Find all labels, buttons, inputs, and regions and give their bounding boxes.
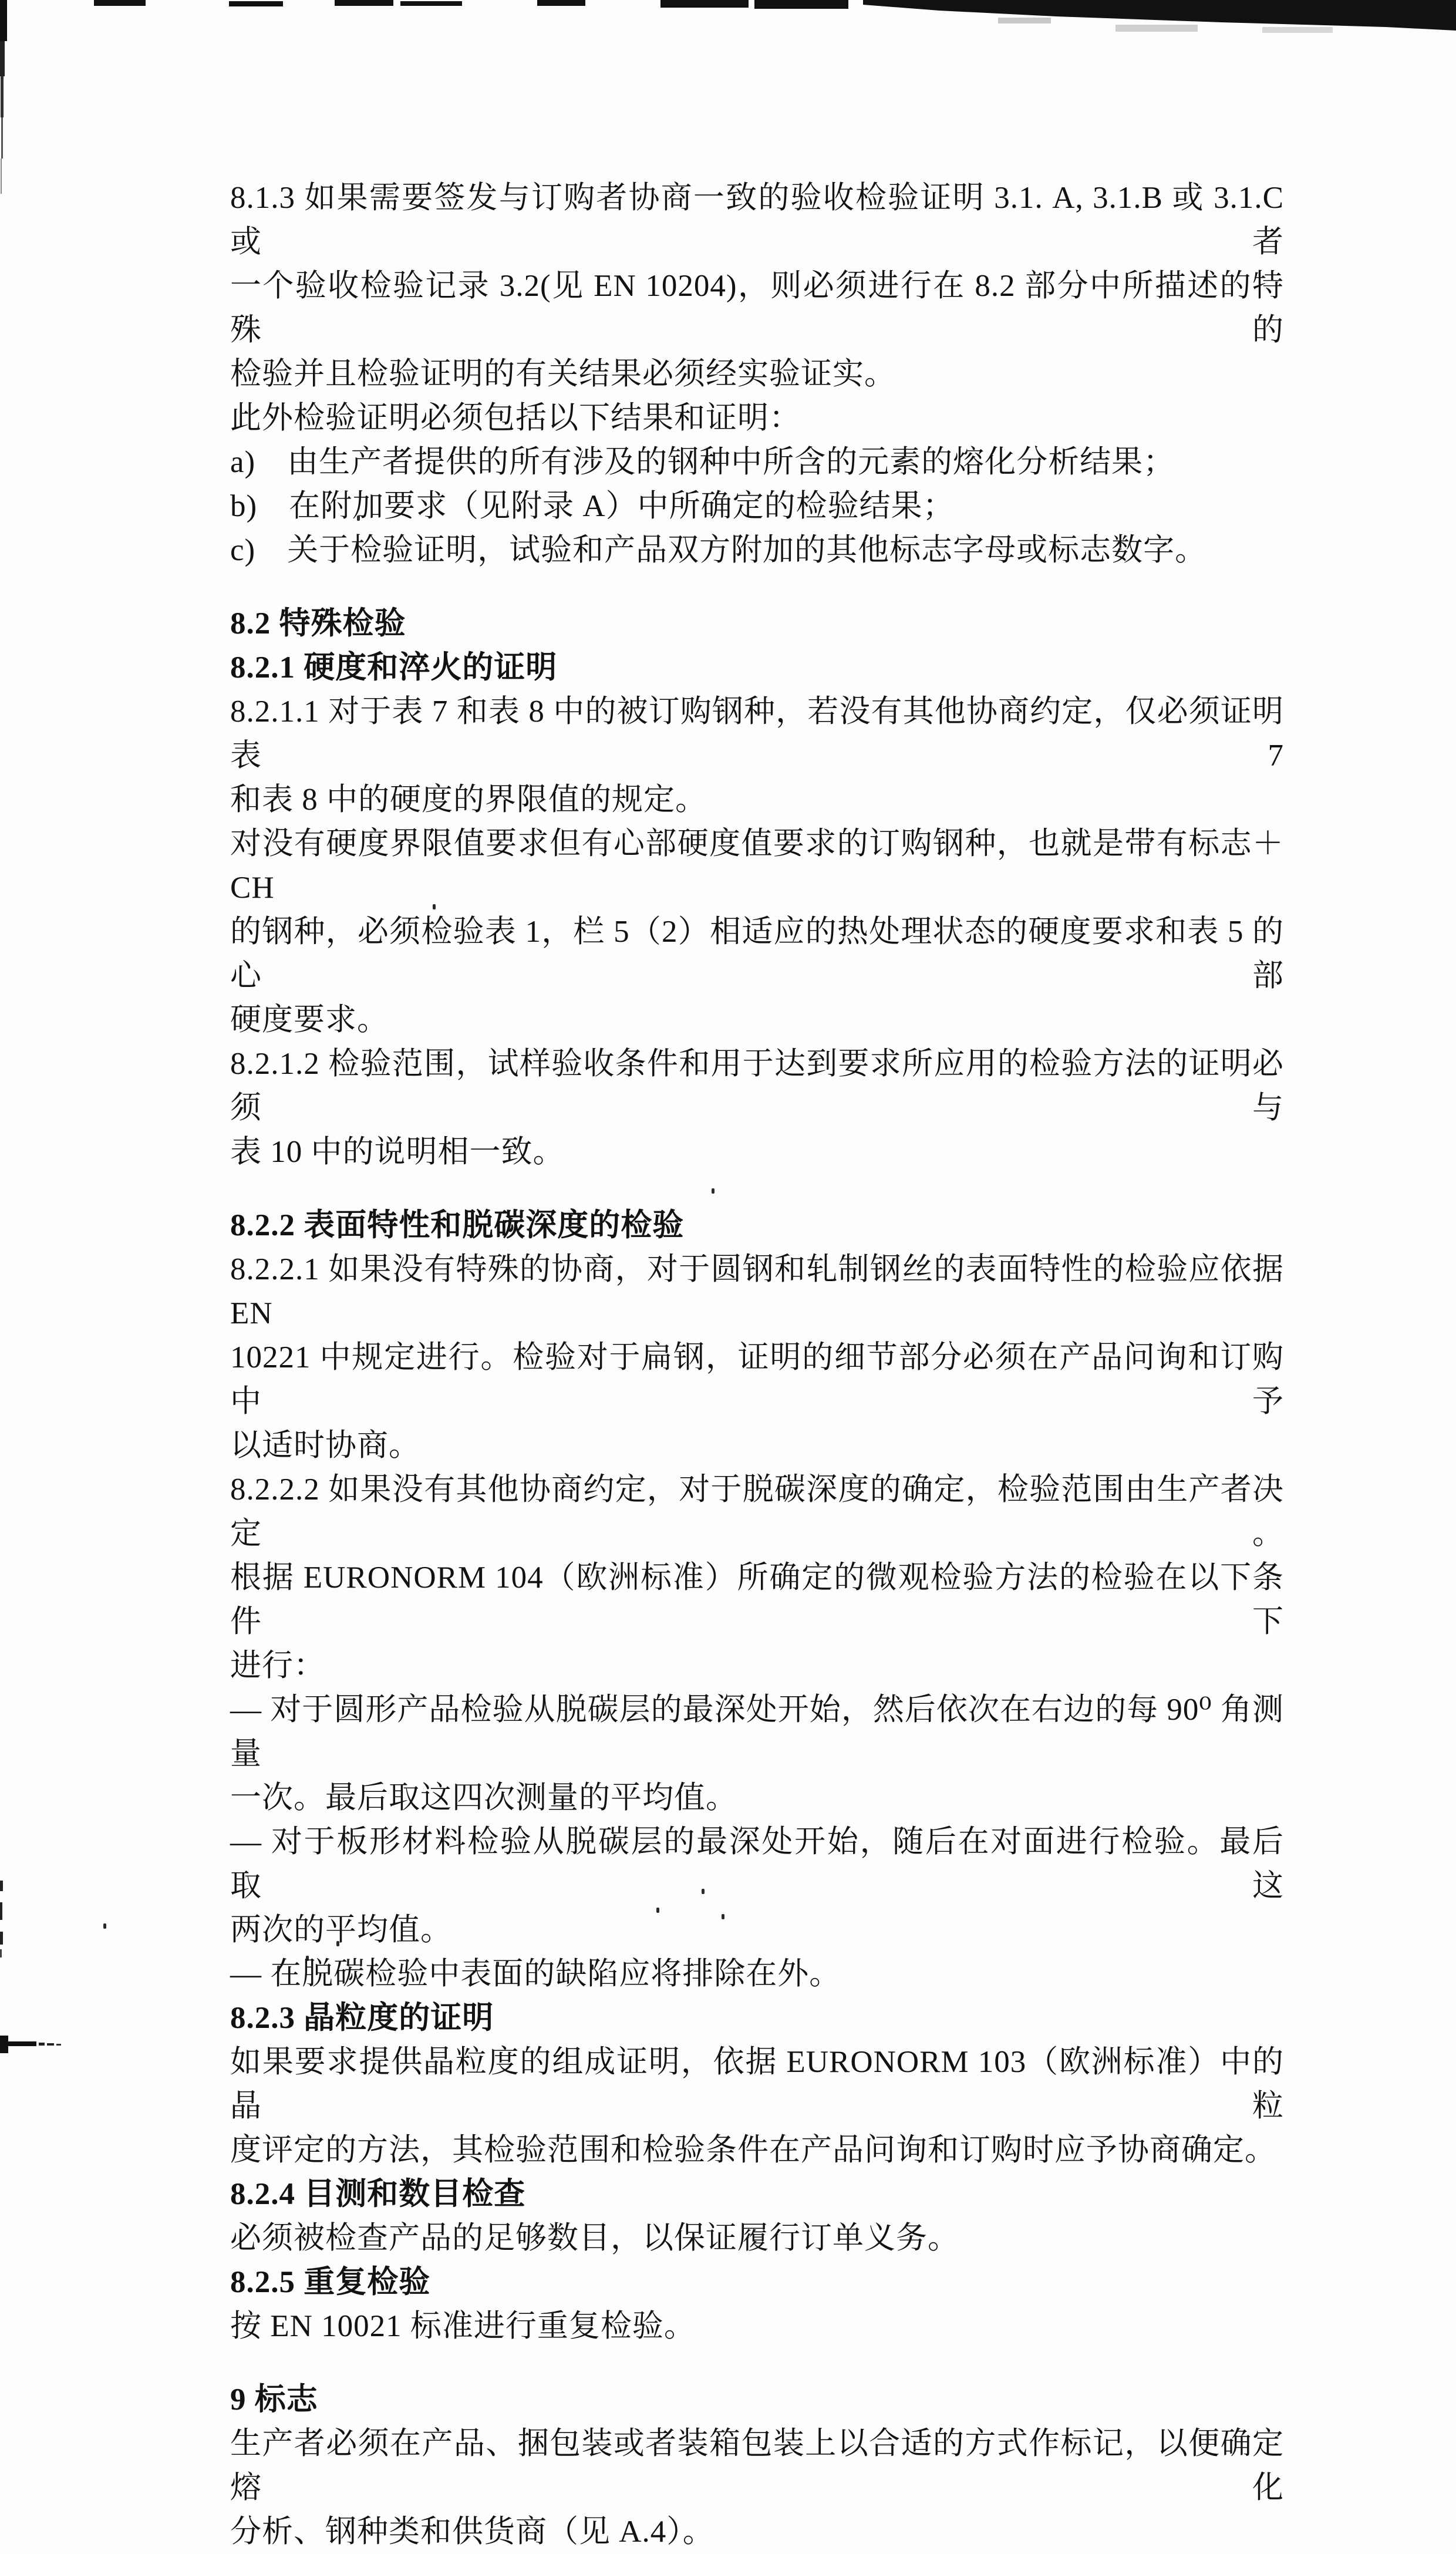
text-line: — 对于圆形产品检验从脱碳层的最深处开始，然后依次在右边的每 90⁰ 角测量 <box>230 1693 1284 1771</box>
section-heading: 8.2 特殊检验 <box>230 607 406 641</box>
text-line: 8.2.2.2 如果没有其他协商约定，对于脱碳深度的确定，检验范围由生产者决定。 <box>230 1473 1284 1551</box>
section-heading: 9 标志 <box>230 2383 318 2417</box>
text-line: 分析、钢种类和供货商（见 A.4）。 <box>230 2515 714 2549</box>
text-line: c) 关于检验证明，试验和产品双方附加的其他标志字母或标志数字。 <box>230 533 1207 567</box>
document-text <box>230 176 1293 2554</box>
text-line: 度评定的方法，其检验范围和检验条件在产品问询和订购时应予协商确定。 <box>230 2133 1276 2167</box>
text-line: 两次的平均值。 <box>230 1913 452 1947</box>
section-heading: 8.2.1 硬度和淬火的证明 <box>230 651 558 685</box>
text-line: 如果要求提供晶粒度的组成证明，依据 EURONORM 103（欧洲标准）中的晶粒 <box>230 2045 1284 2123</box>
text-line: 生产者必须在产品、捆包装或者装箱包装上以合适的方式作标记，以便确定熔化 <box>230 2427 1284 2505</box>
scan-artifact-top-band <box>0 0 1456 53</box>
text-line: 对没有硬度界限值要求但有心部硬度值要求的订购钢种，也就是带有标志＋CH <box>230 827 1284 905</box>
text-line: 硬度要求。 <box>230 1003 389 1037</box>
text-line: 8.2.1.1 对于表 7 和表 8 中的被订购钢种，若没有其他协商约定，仅必须证明表 7 <box>230 695 1284 773</box>
text-line: 一个验收检验记录 3.2(见 EN 10204)，则必须进行在 8.2 部分中所描述的特殊的 <box>230 269 1284 347</box>
text-line: 一次。最后取这四次测量的平均值。 <box>230 1781 737 1815</box>
text-line: 检验并且检验证明的有关结果必须经实验证实。 <box>230 357 896 391</box>
text-line: 的钢种，必须检验表 1，栏 5（2）相适应的热处理状态的硬度要求和表 5 的心部 <box>230 915 1284 993</box>
scan-artifact-left-ticks <box>0 1879 7 1961</box>
scan-artifact-left-edge <box>0 0 12 200</box>
section-heading: 8.2.3 晶粒度的证明 <box>230 2001 494 2035</box>
section-heading: 8.2.2 表面特性和脱碳深度的检验 <box>230 1208 685 1242</box>
text-line: 以适时协商。 <box>230 1428 420 1463</box>
section-heading: 8.2.5 重复检验 <box>230 2265 431 2299</box>
text-line: 8.1.3 如果需要签发与订购者协商一致的验收检验证明 3.1. A, 3.1.B 或 3.1.C 或者 <box>230 181 1293 259</box>
scan-speck <box>103 1923 106 1929</box>
text-line: 8.2.2.1 如果没有特殊的协商，对于圆钢和轧制钢丝的表面特性的检验应依据 EN <box>230 1252 1293 1330</box>
text-line: 根据 EURONORM 104（欧洲标准）所确定的微观检验方法的检验在以下条件下 <box>230 1561 1284 1639</box>
text-line: 10221 中规定进行。检验对于扁钢，证明的细节部分必须在产品问询和订购中予 <box>230 1340 1284 1418</box>
section-heading: 8.2.4 目测和数目检查 <box>230 2177 526 2211</box>
text-line: 8.2.1.2 检验范围，试样验收条件和用于达到要求所应用的检验方法的证明必须与 <box>230 1047 1284 1125</box>
text-line: 此外检验证明必须包括以下结果和证明： <box>230 401 801 435</box>
text-line: 必须被检查产品的足够数目，以保证履行订单义务。 <box>230 2221 959 2255</box>
text-line: 和表 8 中的硬度的界限值的规定。 <box>230 783 707 817</box>
text-line: 按 EN 10021 标准进行重复检验。 <box>230 2309 696 2343</box>
text-line: 进行： <box>230 1649 325 1683</box>
text-line: b) 在附加要求（见附录 A）中所确定的检验结果； <box>230 489 955 523</box>
text-line: — 在脱碳检验中表面的缺陷应将排除在外。 <box>230 1957 841 1991</box>
text-line: — 对于板形材料检验从脱碳层的最深处开始，随后在对面进行检验。最后取这 <box>230 1825 1284 1903</box>
scan-artifact-bottom-left <box>0 2033 76 2059</box>
text-line: a) 由生产者提供的所有涉及的钢种中所含的元素的熔化分析结果； <box>230 445 1175 479</box>
text-line: 表 10 中的说明相一致。 <box>230 1135 565 1169</box>
